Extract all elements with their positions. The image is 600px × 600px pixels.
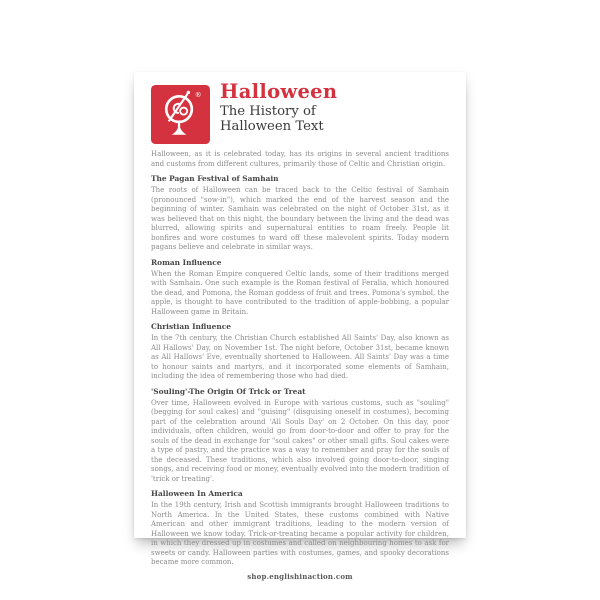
section-heading: Christian Influence xyxy=(151,322,231,331)
section-halloween-in-america xyxy=(151,484,449,568)
subtitle-line-2: Halloween Text xyxy=(220,119,324,134)
section-body: When the Roman Empire conquered Celtic lands, some of their traditions merged with Samhain. One such example is the Roman festival of Feralia, which honoured the dead, and Pomona, the Roman goddess of fruit and trees. Pomona's symbol, the apple, is thought to have contributed to the tradition of apple-bobbing, a popular Halloween game in Britain. xyxy=(151,269,449,316)
section-body: Over time, Halloween evolved in Europe with various customs, such as "souling" (begging for soul cakes) and "guising" (disguising oneself in costumes), becoming part of the celebration around 'All Souls Day' on 2 October. On this day, poor individuals, often children, would go from door-to-door and offer to pray for the souls of the dead in exchange for "soul cakes" or other small gifts. Soul cakes were a type of pastry, and the practice was a way to remember and pray for the souls of the deceased. These traditions, which also involved going door-to-door, singing songs, and receiving food or money, eventually evolved into the modern tradition of 'trick or treating'. xyxy=(151,398,449,483)
section-pagan-festival xyxy=(151,169,449,253)
section-body: In the 7th century, the Christian Church established All Saints' Day, also known as All Hallows' Day, on November 1st. The night before, October 31st, became known as All Hallows' Eve, eventually shortened to Halloween. All Saints' Day was a time to honour saints and martyrs, and it incorporated some elements of Samhain, including the idea of remembering those who had died. xyxy=(151,334,449,380)
section-heading: Halloween In America xyxy=(151,489,243,498)
section-heading: 'Souling'-The Origin Of Trick or Treat xyxy=(151,386,306,396)
section-roman-influence xyxy=(151,253,449,318)
document-title: Halloween xyxy=(220,80,338,103)
section-body: In the 19th century, Irish and Scottish immigrants brought Halloween traditions to North America. In the United States, these customs combined with Native American and other immigrant traditions, leading to the modern version of Halloween we know today. Trick-or-treating became a popular activity for children, in which they dressed up in costumes and called on neighbouring homes to ask for sweets or candy. Halloween parties with costumes, games, and spooky decorations became more common. xyxy=(151,501,449,566)
section-christian-influence xyxy=(151,317,449,382)
brand-logo xyxy=(151,85,210,144)
document-page xyxy=(134,72,466,581)
section-heading: Roman Influence xyxy=(151,257,222,267)
registered-trademark-icon: ® xyxy=(194,90,202,99)
document-subtitle xyxy=(220,104,337,134)
subtitle-line-1: The History of xyxy=(220,104,316,119)
section-heading: The Pagan Festival of Samhain xyxy=(151,174,279,183)
intro-paragraph: Halloween, as it is celebrated today, has its origins in several ancient traditions and customs from different cultures, primarily those of Celtic and Christian origin. xyxy=(151,150,449,168)
document-header xyxy=(151,80,449,144)
section-body: The roots of Halloween can be traced back to the Celtic festival of Samhain (pronounced "sow-in"), which marked the end of the harvest season and the beginning of winter. Samhain was celebrated on the night of October 31st, as it was believed that on this night, the boundary between the living and the dead was blurred, allowing spirits and supernatural entities to roam freely. People lit bonfires and wore costumes to ward off these malevolent spirits. Today modern pagans believe and celebrate in similar ways. xyxy=(151,186,449,251)
footer-url: shop.englishinaction.com xyxy=(247,571,353,581)
section-souling xyxy=(151,382,449,485)
title-block xyxy=(220,81,337,134)
